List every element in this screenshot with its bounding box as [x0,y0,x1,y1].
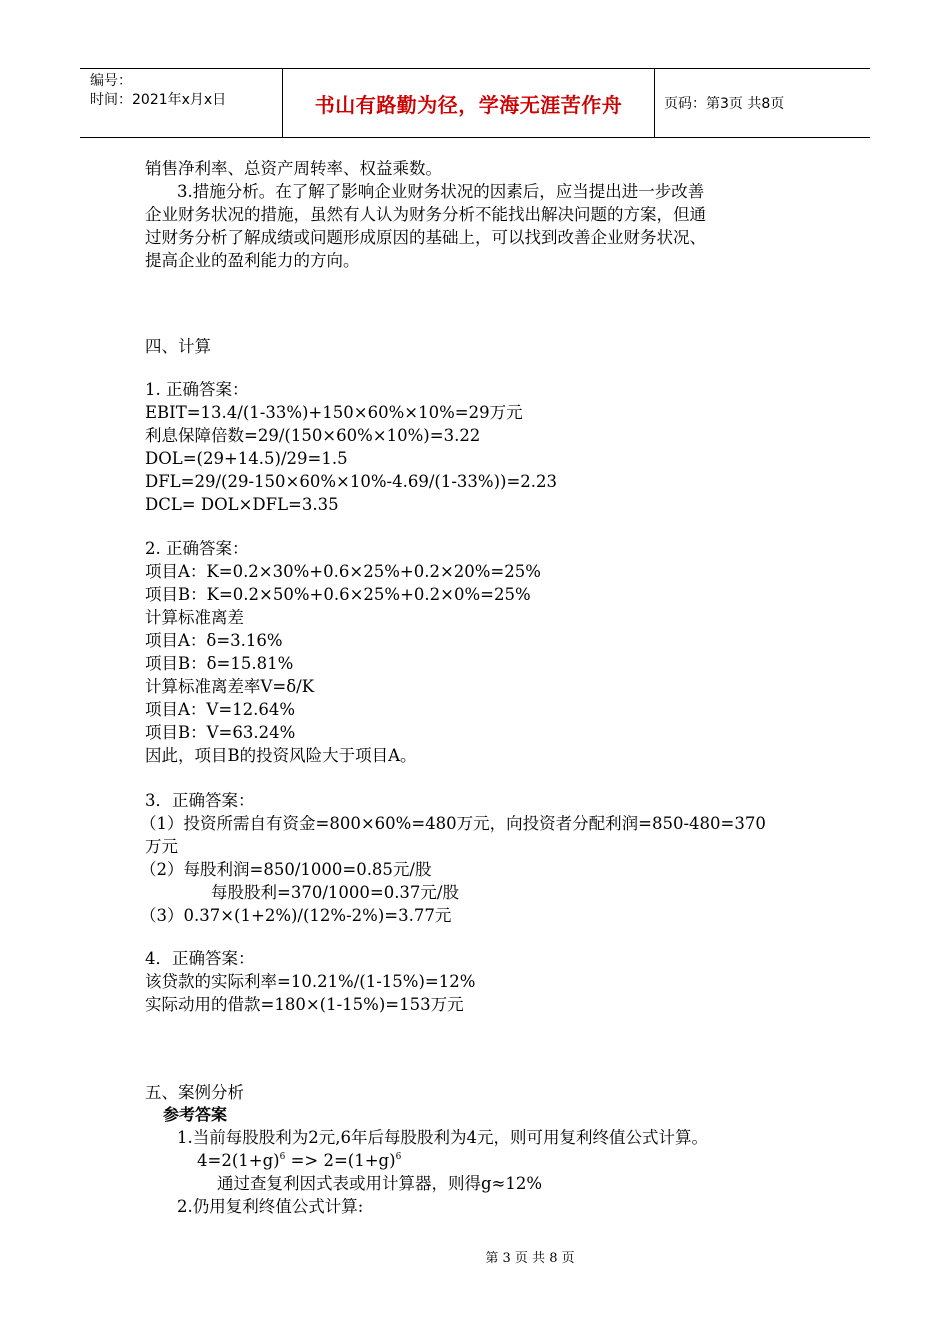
formula-line: 项目B：V=63.24% [145,723,296,742]
exponent: 6 [279,1152,286,1162]
formula-line: DFL=29/(29-150×60%×10%-4.69/(1-33%))=2.23 [145,472,558,491]
formula-line: 项目A：K=0.2×30%+0.6×25%+0.2×20%=25% [145,562,541,581]
answer-heading: 2. 正确答案： [145,539,249,558]
formula-part: 4=2(1+g) [197,1151,280,1170]
formula-line: 项目A：V=12.64% [145,700,296,719]
section-heading: 五、案例分析 [145,1083,244,1102]
answer-heading: 4．正确答案： [145,949,255,968]
formula-line: 项目B：δ=15.81% [145,654,294,673]
number-label: 编号： [90,73,132,89]
formula-line: （3）0.37×(1+2%)/(12%-2%)=3.77元 [140,906,452,925]
formula-line: EBIT=13.4/(1-33%)+150×60%×10%=29万元 [145,403,523,422]
text-line: 计算标准离差率V=δ/K [145,677,315,696]
text-line: 计算标准离差 [145,608,244,627]
formula-line: DOL=(29+14.5)/29=1.5 [145,449,348,468]
text-line: 3.措施分析。在了解了影响企业财务状况的因素后，应当提出进一步改善 [177,182,705,201]
formula-part: => 2=(1+g) [285,1151,396,1170]
exponent: 6 [395,1152,402,1162]
header-meta [90,72,226,110]
formula-line: 项目B：K=0.2×50%+0.6×25%+0.2×0%=25% [145,585,531,604]
formula-line: DCL= DOL×DFL=3.35 [145,495,339,514]
text-line: 销售净利率、总资产周转率、权益乘数。 [145,159,442,178]
date-label: 时间：2021年x月x日 [90,92,227,108]
text-line: 2.仍用复利终值公式计算: [177,1197,364,1216]
answer-heading: 3．正确答案： [145,791,255,810]
formula-line: （2）每股利润=850/1000=0.85元/股 [140,860,432,879]
answer-heading: 1. 正确答案： [145,380,249,399]
reference-answer-heading: 参考答案 [163,1105,228,1124]
text-line: 因此，项目B的投资风险大于项目A。 [145,746,417,765]
formula-line: 每股股利=370/1000=0.37元/股 [211,883,459,902]
text-line: 提高企业的盈利能力的方向。 [145,251,360,270]
formula-line: （1）投资所需自有资金=800×60%=480万元，向投资者分配利润=850-480=370 [140,814,766,833]
text-line: 万元 [145,837,178,856]
header-page-label: 页码：第3页 共8页 [664,96,785,112]
header-divider [654,69,655,137]
header-motto: 书山有路勤为径，学海无涯苦作舟 [314,92,623,117]
section-heading: 四、计算 [145,337,211,356]
text-line: 企业财务状况的措施，虽然有人认为财务分析不能找出解决问题的方案，但通 [145,205,706,224]
text-line: 1.当前每股股利为2元,6年后每股股利为4元，则可用复利终值公式计算。 [177,1128,708,1147]
text-line: 通过查复利因式表或用计算器，则得g≈12% [217,1174,543,1193]
formula-line: 项目A：δ=3.16% [145,631,283,650]
text-line: 过财务分析了解成绩或问题形成原因的基础上，可以找到改善企业财务状况、 [145,228,706,247]
formula-line: 该贷款的实际利率=10.21%/(1-15%)=12% [145,972,476,991]
page-header [80,68,870,138]
formula-line [197,1150,401,1175]
page-footer: 第 3 页 共 8 页 [485,1251,575,1266]
formula-line: 利息保障倍数=29/(150×60%×10%)=3.22 [145,426,481,445]
formula-line: 实际动用的借款=180×(1-15%)=153万元 [145,995,464,1014]
